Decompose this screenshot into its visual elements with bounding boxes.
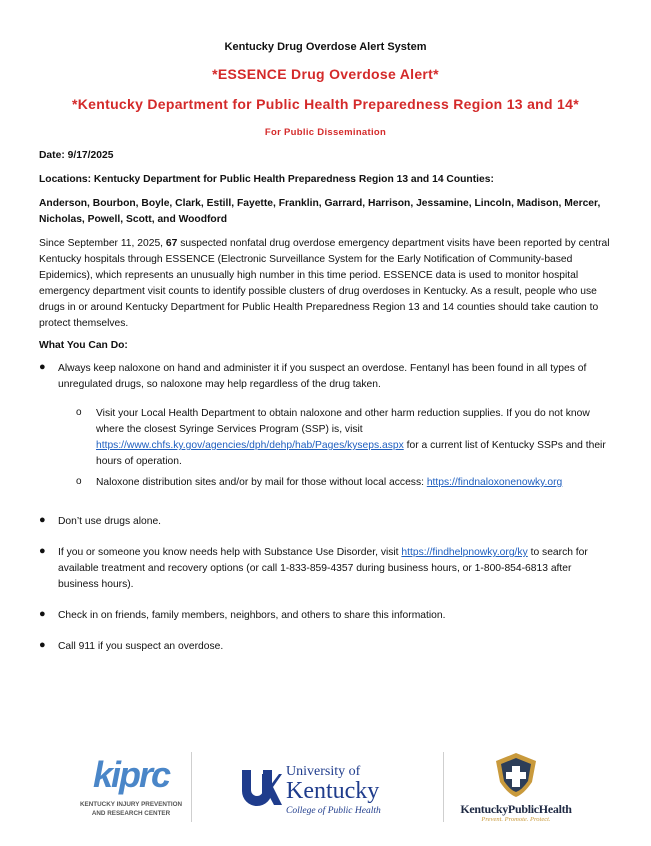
- uk-monogram-icon: [240, 768, 282, 808]
- uk-logo: [240, 764, 430, 824]
- alert-title: *ESSENCE Drug Overdose Alert*: [212, 66, 439, 82]
- sub-bullet-circle: o: [76, 407, 82, 418]
- bullet-dont-use-alone: Don’t use drugs alone.: [58, 516, 162, 527]
- sub1-pre: Visit your Local Health Department to obtain naloxone and other harm reduction supplies. If you do not know where the closest Syringe Services Program (SSP) is, visit: [96, 408, 590, 435]
- summary-post: suspected nonfatal drug overdose emergency department visits have been reported by central Kentucky hospitals through ESSENCE (Electronic Surveillance System for the Early Notification of Community-based Epidemics), which represents an unusually high number in this time period. ESSENCE data is used to monitor hospital emergency department visit counts to identify possible clusters of drug overdoses in Kentucky. As a result, people who use drugs in or around Kentucky Department for Public Health Preparedness Region 13 and 14 counties should take caution to protect themselves.: [39, 238, 610, 329]
- logo-divider: [443, 752, 444, 822]
- bullet-dot: ●: [39, 608, 46, 620]
- bullet-dot: ●: [39, 639, 46, 651]
- what-you-can-do-heading: What You Can Do:: [39, 340, 128, 351]
- overdose-count: 67: [165, 238, 178, 249]
- summary-pre: Since September 11, 2025,: [39, 238, 166, 249]
- sub1-post: for a current list of Kentucky SSPs and their hours of operation.: [96, 440, 606, 467]
- summary-paragraph: [39, 236, 614, 332]
- system-title: Kentucky Drug Overdose Alert System: [224, 41, 427, 53]
- uk-college-text: College of Public Health: [286, 806, 381, 816]
- sub-bullet-circle: o: [76, 476, 82, 487]
- locations-heading: Locations: Kentucky Department for Public Health Preparedness Region 13 and 14 Counties:: [39, 174, 494, 185]
- help-post: to search for available treatment and recovery options (or call 1-833-859-4357 during business hours, or 1-800-854-6813 after business hours).: [58, 547, 588, 590]
- ssp-link[interactable]: https://www.chfs.ky.gov/agencies/dph/dehp/hab/Pages/kyseps.aspx: [96, 440, 404, 451]
- bullet-dot: ●: [39, 545, 46, 557]
- bullet-dot: ●: [39, 514, 46, 526]
- kph-logo: [446, 752, 586, 828]
- kiprc-name: KENTUCKY INJURY PREVENTION AND RESEARCH CENTER: [79, 801, 183, 817]
- bullet-find-help: [58, 545, 614, 593]
- kph-tagline-text: Prevent. Promote. Protect.: [481, 816, 551, 823]
- counties-list: Anderson, Bourbon, Boyle, Clark, Estill, Fayette, Franklin, Garrard, Harrison, Jessamine, Lincoln, Madison, Mercer, Nicholas, Powell, Scott, and Woodford: [39, 198, 601, 225]
- findnaloxone-link[interactable]: https://findnaloxonenowky.org: [426, 477, 563, 488]
- uk-university-text: University of: [286, 764, 361, 779]
- region-title: *Kentucky Department for Public Health Preparedness Region 13 and 14*: [72, 96, 579, 112]
- kph-shield-icon: [494, 752, 538, 798]
- sub2-pre: Naloxone distribution sites and/or by mail for those without local access:: [96, 477, 427, 488]
- date-line: Date: 9/17/2025: [39, 150, 114, 161]
- dissemination-note: For Public Dissemination: [264, 127, 387, 138]
- kiprc-logo: [76, 756, 186, 826]
- sub-bullet-distribution: [96, 475, 614, 491]
- bullet-call-911: Call 911 if you suspect an overdose.: [58, 641, 224, 652]
- findhelp-link[interactable]: https://findhelpnowky.org/ky: [401, 547, 528, 558]
- bullet-dot: ●: [39, 361, 46, 373]
- help-pre: If you or someone you know needs help with Substance Use Disorder, visit: [58, 547, 402, 558]
- sub-bullet-lhd: [96, 406, 614, 470]
- bullet-naloxone: Always keep naloxone on hand and administer it if you suspect an overdose. Fentanyl has been found in all types of unregulated drugs, so naloxone may help regardless of the drug taken.: [58, 363, 587, 390]
- bullet-check-in: Check in on friends, family members, neighbors, and others to share this information.: [58, 610, 446, 621]
- kph-name-text: KentuckyPublicHealth: [460, 802, 572, 816]
- kiprc-wordmark: kiprc: [92, 754, 170, 795]
- uk-kentucky-text: Kentucky: [286, 778, 380, 804]
- logo-divider: [191, 752, 192, 822]
